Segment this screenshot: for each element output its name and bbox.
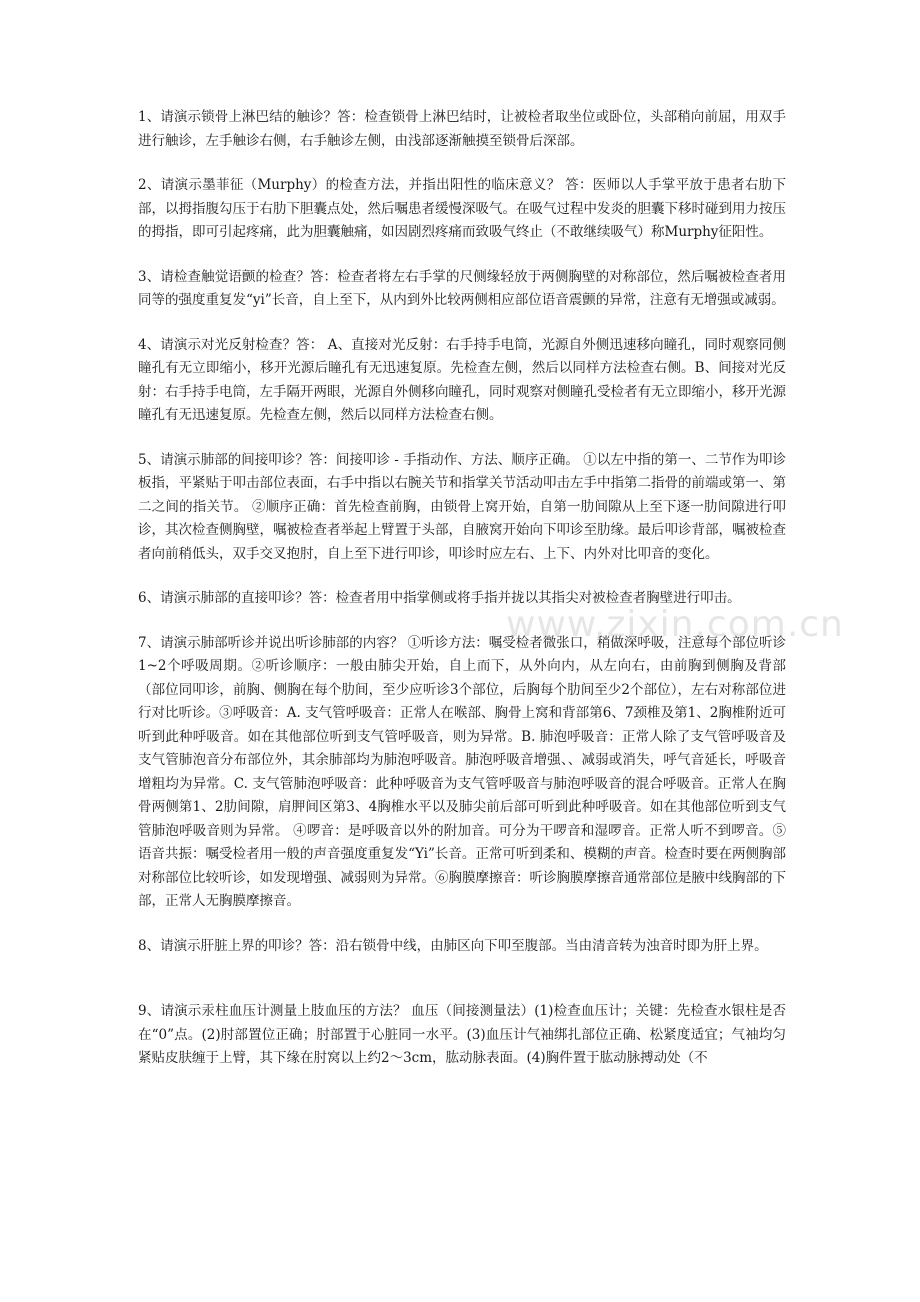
paragraph-7: 7、请演示肺部听诊并说出听诊肺部的内容？ ①听诊方法：嘱受检者微张口，稍做深呼吸，注意每个部位听诊1~2个呼吸周期。②听诊顺序：一般由肺尖开始，自上而下，从外向内，从左向右，由前胸到侧胸及背部（部位同叩诊，前胸、侧胸在每个肋间，至少应听诊3个部位，后胸每个肋间至少2个部位），左右对称部位进行对比听诊。③呼吸音：A. 支气管呼吸音：正常人在喉部、胸骨上窝和背部第6、7颈椎及第1、2胸椎附近可听到此种呼吸音。如在其他部位听到支气管呼吸音，则为异常。B. 肺泡呼吸音：正常人除了支气管呼吸音及支气管肺泡音分布部位外，其余肺部均为肺泡呼吸音。肺泡呼吸音增强、、减弱或消失，呼气音延长，呼吸音增粗均为异常。C. 支气管肺泡呼吸音：此种呼吸音为支气管呼吸音与肺泡呼吸音的混合呼吸音。正常人在胸骨两侧第1、2肋间隙，肩胛间区第3、4胸椎水平以及肺尖前后部可听到此种呼吸音。如在其他部位听到支气管肺泡呼吸音则为异常。 ④啰音：是呼吸音以外的附加音。可分为干啰音和湿啰音。正常人听不到啰音。⑤语音共振：嘱受检者用一般的声音强度重复发“Yi”长音。正常可听到柔和、模糊的声音。检查时要在两侧胸部对称部位比较听诊，如发现增强、减弱则为异常。⑥胸膜摩擦音：听诊胸膜摩擦音通常部位是腋中线胸部的下部，正常人无胸膜摩擦音。 <box>138 634 786 909</box>
paragraph-4: 4、请演示对光反射检查？答： A、直接对光反射：右手持手电筒，光源自外侧迅速移向瞳孔，同时观察同侧瞳孔有无立即缩小，移开光源后瞳孔有无迅速复原。先检查左侧，然后以同样方法检查右侧。B、间接对光反射：右手持手电筒，左手隔开两眼，光源自外侧移向瞳孔，同时观察对侧瞳孔受检者有无立即缩小，移开光源瞳孔有无迅速复原。先检查左侧，然后以同样方法检查右侧。 <box>138 336 786 423</box>
paragraph-2: 2、请演示墨菲征（Murphy）的检查方法，并指出阳性的临床意义？ 答：医师以人手掌平放于患者右肋下部，以拇指腹勾压于右肋下胆囊点处，然后嘱患者缓慢深吸气。在吸气过程中发炎的胆囊下移时碰到用力按压的拇指，即可引起疼痛，此为胆囊触痛，如因剧烈疼痛而致吸气终止（不敢继续吸气）称Murphy征阳性。 <box>138 177 786 240</box>
document-body <box>138 106 786 1092</box>
paragraph-3: 3、请检查触觉语颤的检查？答：检查者将左右手掌的尺侧缘轻放于两侧胸壁的对称部位，然后嘱被检查者用同等的强度重复发“yi”长音，自上至下，从内到外比较两侧相应部位语音震颤的异常，注意有无增强或减弱。 <box>138 268 786 308</box>
paragraph-9: 9、请演示汞柱血压计测量上肢血压的方法？ 血压（间接测量法）(1)检查血压计；关键：先检查水银柱是否在“0”点。(2)肘部置位正确；肘部置于心脏同一水平。(3)血压计气袖绑扎部位正确、松紧度适宜；气袖均匀紧贴皮肤缠于上臂，其下缘在肘窝以上约2～3cm，肱动脉表面。(4)胸件置于肱动脉搏动处（不 <box>138 1003 786 1066</box>
paragraph-6: 6、请演示肺部的直接叩诊？答：检查者用中指掌侧或将手指并拢以其指尖对被检查者胸壁进行叩击。 <box>138 590 741 606</box>
paragraph-1: 1、请演示锁骨上淋巴结的触诊？答：检查锁骨上淋巴结时，让被检者取坐位或卧位，头部稍向前屈，用双手进行触诊，左手触诊右侧，右手触诊左侧，由浅部逐渐触摸至锁骨后深部。 <box>138 109 786 149</box>
paragraph-8: 8、请演示肝脏上界的叩诊？答：沿右锁骨中线，由肺区向下叩至腹部。当由清音转为浊音时即为肝上界。 <box>138 937 768 954</box>
watermark-text: www.zixin.com.cn <box>506 604 844 645</box>
paragraph-5: 5、请演示肺部的间接叩诊？答：间接叩诊 - 手指动作、方法、顺序正确。 ①以左中指的第一、二节作为叩诊板指，平紧贴于叩击部位表面，右手中指以右腕关节和指掌关节活动叩击左手中指第二指骨的前端或第一、第二之间的指关节。 ②顺序正确：首先检查前胸，由锁骨上窝开始，自第一肋间隙从上至下逐一肋间隙进行叩诊，其次检查侧胸壁，嘱被检查者举起上臂置于头部，自腋窝开始向下叩诊至肋缘。最后叩诊背部，嘱被检查者向前稍低头，双手交叉抱肘，自上至下进行叩诊，叩诊时应左右、上下、内外对比叩音的变化。 <box>138 451 786 562</box>
